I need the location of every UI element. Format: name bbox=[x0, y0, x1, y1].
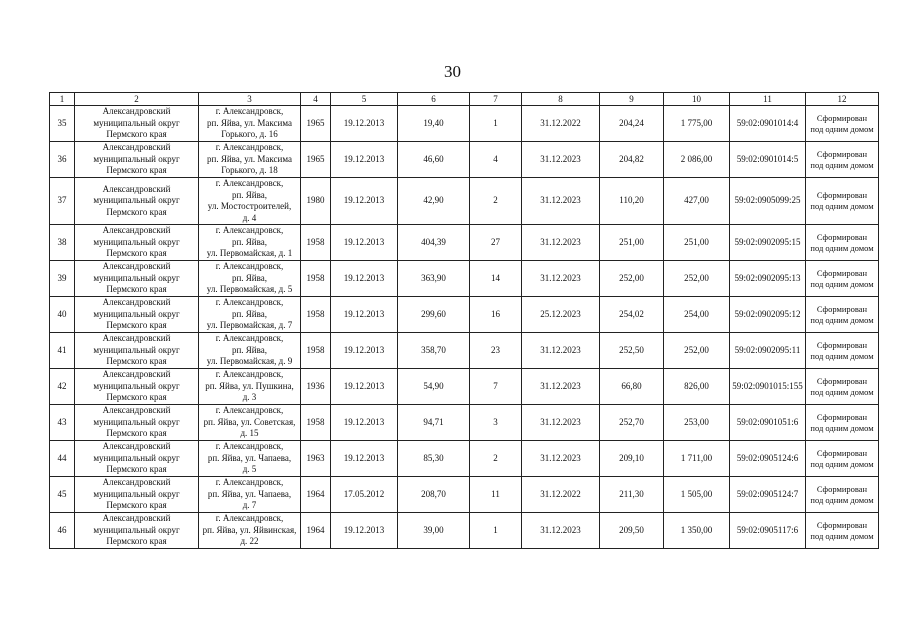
address-cell bbox=[199, 106, 301, 142]
column-header-8: 8 bbox=[522, 93, 600, 106]
row-number-cell: 37 bbox=[50, 178, 75, 225]
area-cell: 299,60 bbox=[398, 297, 470, 333]
page-number: 30 bbox=[444, 62, 461, 81]
address-line: г. Александровск, bbox=[215, 477, 284, 488]
status-line: Сформирован bbox=[816, 303, 868, 314]
cadastral-number-cell: 59:02:0901015:155 bbox=[730, 369, 806, 405]
cadastral-number-cell: 59:02:0901014:5 bbox=[730, 142, 806, 178]
address-cell bbox=[199, 405, 301, 441]
municipality-line: Пермского края bbox=[106, 206, 167, 217]
value-9-cell: 252,50 bbox=[600, 333, 664, 369]
municipality-line: муниципальный округ bbox=[93, 344, 180, 355]
cadastral-number-cell: 59:02:0905124:6 bbox=[730, 441, 806, 477]
address-cell bbox=[199, 178, 301, 225]
address-line: рп. Яйва, bbox=[231, 344, 267, 355]
municipality-line: Александровский bbox=[102, 225, 171, 236]
end-date-cell: 31.12.2023 bbox=[522, 441, 600, 477]
date-cell: 19.12.2013 bbox=[331, 441, 398, 477]
year-cell: 1964 bbox=[301, 477, 331, 513]
count-cell: 4 bbox=[470, 142, 522, 178]
count-cell: 2 bbox=[470, 441, 522, 477]
area-cell: 358,70 bbox=[398, 333, 470, 369]
area-cell: 19,40 bbox=[398, 106, 470, 142]
municipality-line: муниципальный округ bbox=[93, 117, 180, 128]
cadastral-number-cell: 59:02:0902095:15 bbox=[730, 225, 806, 261]
municipality-cell bbox=[75, 297, 199, 333]
year-cell: 1963 bbox=[301, 441, 331, 477]
value-9-cell: 254,02 bbox=[600, 297, 664, 333]
status-cell bbox=[806, 261, 879, 297]
address-line: ул. Первомайская, д. 5 bbox=[206, 284, 293, 295]
count-cell: 7 bbox=[470, 369, 522, 405]
area-cell: 85,30 bbox=[398, 441, 470, 477]
year-cell: 1958 bbox=[301, 333, 331, 369]
status-line: под одним домом bbox=[810, 458, 874, 469]
end-date-cell: 31.12.2023 bbox=[522, 369, 600, 405]
address-line: ул. Первомайская, д. 9 bbox=[206, 356, 293, 367]
municipality-line: Пермского края bbox=[106, 165, 167, 176]
count-cell: 3 bbox=[470, 405, 522, 441]
municipality-line: муниципальный округ bbox=[93, 195, 180, 206]
status-cell bbox=[806, 369, 879, 405]
municipality-line: муниципальный округ bbox=[93, 308, 180, 319]
year-cell: 1965 bbox=[301, 142, 331, 178]
table-row bbox=[50, 225, 879, 261]
status-line: под одним домом bbox=[810, 201, 874, 211]
municipality-line: Александровский bbox=[102, 513, 171, 524]
date-cell: 19.12.2013 bbox=[331, 369, 398, 405]
housing-table bbox=[49, 92, 879, 549]
column-header-7: 7 bbox=[470, 93, 522, 106]
status-line: Сформирован bbox=[816, 447, 868, 458]
municipality-line: муниципальный округ bbox=[93, 380, 180, 391]
date-cell: 19.12.2013 bbox=[331, 513, 398, 549]
value-9-cell: 110,20 bbox=[600, 178, 664, 225]
status-line: Сформирован bbox=[816, 267, 868, 278]
address-line: г. Александровск, bbox=[215, 225, 284, 236]
column-header-5: 5 bbox=[331, 93, 398, 106]
value-9-cell: 66,80 bbox=[600, 369, 664, 405]
count-cell: 14 bbox=[470, 261, 522, 297]
address-line: г. Александровск, bbox=[215, 297, 284, 308]
column-header-4: 4 bbox=[301, 93, 331, 106]
end-date-cell: 31.12.2023 bbox=[522, 142, 600, 178]
address-cell bbox=[199, 142, 301, 178]
status-cell bbox=[806, 142, 879, 178]
municipality-line: Пермского края bbox=[106, 129, 167, 140]
cadastral-number-cell: 59:02:0902095:12 bbox=[730, 297, 806, 333]
value-10-cell: 2 086,00 bbox=[664, 142, 730, 178]
address-line: рп. Яйва, bbox=[231, 308, 267, 319]
year-cell: 1958 bbox=[301, 297, 331, 333]
address-line: г. Александровск, bbox=[215, 369, 284, 380]
status-line: под одним домом bbox=[810, 530, 874, 541]
area-cell: 54,90 bbox=[398, 369, 470, 405]
value-9-cell: 209,50 bbox=[600, 513, 664, 549]
year-cell: 1964 bbox=[301, 513, 331, 549]
status-cell bbox=[806, 178, 879, 225]
value-10-cell: 826,00 bbox=[664, 369, 730, 405]
end-date-cell: 31.12.2022 bbox=[522, 106, 600, 142]
date-cell: 19.12.2013 bbox=[331, 333, 398, 369]
address-cell bbox=[199, 513, 301, 549]
address-line: г. Александровск, bbox=[215, 441, 284, 452]
address-cell bbox=[199, 333, 301, 369]
cadastral-number-cell: 59:02:0901051:6 bbox=[730, 405, 806, 441]
date-cell: 17.05.2012 bbox=[331, 477, 398, 513]
value-10-cell: 1 711,00 bbox=[664, 441, 730, 477]
table-body bbox=[50, 106, 879, 549]
value-9-cell: 204,24 bbox=[600, 106, 664, 142]
row-number-cell: 40 bbox=[50, 297, 75, 333]
count-cell: 16 bbox=[470, 297, 522, 333]
cadastral-number-cell: 59:02:0905124:7 bbox=[730, 477, 806, 513]
date-cell: 19.12.2013 bbox=[331, 261, 398, 297]
status-line: под одним домом bbox=[810, 123, 874, 134]
status-line: Сформирован bbox=[816, 148, 868, 159]
end-date-cell: 31.12.2023 bbox=[522, 405, 600, 441]
area-cell: 42,90 bbox=[398, 178, 470, 225]
value-10-cell: 1 505,00 bbox=[664, 477, 730, 513]
cadastral-number-cell: 59:02:0901014:4 bbox=[730, 106, 806, 142]
status-line: Сформирован bbox=[816, 483, 868, 494]
address-line: рп. Яйва, ул. Максима bbox=[207, 117, 292, 128]
address-line: рп. Яйва, ул. Чапаева, bbox=[207, 452, 292, 463]
area-cell: 363,90 bbox=[398, 261, 470, 297]
municipality-cell bbox=[75, 477, 199, 513]
table-header bbox=[50, 93, 879, 106]
address-line: рп. Яйва, ул. Максима bbox=[207, 153, 292, 164]
column-header-12: 12 bbox=[806, 93, 879, 106]
municipality-line: Александровский bbox=[102, 106, 171, 117]
address-line: рп. Яйва, ул. Чапаева, bbox=[207, 488, 292, 499]
table-row bbox=[50, 441, 879, 477]
municipality-line: муниципальный округ bbox=[93, 488, 180, 499]
table-row bbox=[50, 477, 879, 513]
status-line: Сформирован bbox=[816, 339, 868, 350]
municipality-line: Александровский bbox=[102, 333, 171, 344]
municipality-line: Пермского края bbox=[106, 320, 167, 331]
status-line: Сформирован bbox=[816, 375, 868, 386]
municipality-cell bbox=[75, 178, 199, 225]
address-line: рп. Яйва, ул. Яйвинская, bbox=[202, 524, 297, 535]
table-row bbox=[50, 106, 879, 142]
address-line: д. 5 bbox=[242, 464, 257, 475]
date-cell: 19.12.2013 bbox=[331, 297, 398, 333]
address-cell bbox=[199, 297, 301, 333]
area-cell: 208,70 bbox=[398, 477, 470, 513]
address-line: д. 15 bbox=[240, 428, 259, 439]
cadastral-number-cell: 59:02:0905117:6 bbox=[730, 513, 806, 549]
status-line: под одним домом bbox=[810, 278, 874, 289]
municipality-line: Пермского края bbox=[106, 536, 167, 547]
row-number-cell: 41 bbox=[50, 333, 75, 369]
housing-table-container bbox=[49, 92, 878, 549]
municipality-cell bbox=[75, 441, 199, 477]
area-cell: 94,71 bbox=[398, 405, 470, 441]
end-date-cell: 31.12.2023 bbox=[522, 261, 600, 297]
address-line: д. 4 bbox=[242, 212, 257, 223]
municipality-line: Пермского края bbox=[106, 248, 167, 259]
end-date-cell: 31.12.2023 bbox=[522, 225, 600, 261]
row-number-cell: 39 bbox=[50, 261, 75, 297]
address-line: г. Александровск, bbox=[215, 405, 284, 416]
address-line: рп. Яйва, bbox=[231, 272, 267, 283]
value-10-cell: 1 775,00 bbox=[664, 106, 730, 142]
end-date-cell: 31.12.2023 bbox=[522, 513, 600, 549]
date-cell: 19.12.2013 bbox=[331, 106, 398, 142]
address-cell bbox=[199, 441, 301, 477]
year-cell: 1958 bbox=[301, 405, 331, 441]
year-cell: 1936 bbox=[301, 369, 331, 405]
status-line: Сформирован bbox=[816, 112, 868, 123]
address-line: рп. Яйва, bbox=[231, 236, 267, 247]
status-line: Сформирован bbox=[816, 190, 868, 200]
status-line: под одним домом bbox=[810, 350, 874, 361]
value-10-cell: 253,00 bbox=[664, 405, 730, 441]
value-9-cell: 204,82 bbox=[600, 142, 664, 178]
count-cell: 1 bbox=[470, 106, 522, 142]
status-line: под одним домом bbox=[810, 159, 874, 170]
status-line: под одним домом bbox=[810, 314, 874, 325]
status-line: Сформирован bbox=[816, 411, 868, 422]
table-row bbox=[50, 142, 879, 178]
row-number-cell: 42 bbox=[50, 369, 75, 405]
status-line: под одним домом bbox=[810, 386, 874, 397]
value-10-cell: 254,00 bbox=[664, 297, 730, 333]
date-cell: 19.12.2013 bbox=[331, 405, 398, 441]
address-line: г. Александровск, bbox=[215, 178, 284, 188]
date-cell: 19.12.2013 bbox=[331, 142, 398, 178]
status-cell bbox=[806, 513, 879, 549]
year-cell: 1958 bbox=[301, 261, 331, 297]
address-line: г. Александровск, bbox=[215, 513, 284, 524]
address-cell bbox=[199, 225, 301, 261]
status-line: Сформирован bbox=[816, 231, 868, 242]
address-line: г. Александровск, bbox=[215, 142, 284, 153]
address-line: г. Александровск, bbox=[215, 106, 284, 117]
address-line: д. 3 bbox=[242, 392, 257, 403]
municipality-line: Александровский bbox=[102, 477, 171, 488]
area-cell: 404,39 bbox=[398, 225, 470, 261]
column-header-9: 9 bbox=[600, 93, 664, 106]
row-number-cell: 43 bbox=[50, 405, 75, 441]
municipality-cell bbox=[75, 405, 199, 441]
address-cell bbox=[199, 369, 301, 405]
column-header-6: 6 bbox=[398, 93, 470, 106]
municipality-line: Александровский bbox=[102, 405, 171, 416]
address-line: ул. Первомайская, д. 7 bbox=[206, 320, 293, 331]
address-line: д. 22 bbox=[240, 536, 259, 547]
column-header-3: 3 bbox=[199, 93, 301, 106]
municipality-line: Пермского края bbox=[106, 500, 167, 511]
municipality-line: муниципальный округ bbox=[93, 416, 180, 427]
value-10-cell: 427,00 bbox=[664, 178, 730, 225]
count-cell: 11 bbox=[470, 477, 522, 513]
value-9-cell: 251,00 bbox=[600, 225, 664, 261]
row-number-cell: 38 bbox=[50, 225, 75, 261]
value-10-cell: 252,00 bbox=[664, 333, 730, 369]
status-line: Сформирован bbox=[816, 519, 868, 530]
address-line: рп. Яйва, bbox=[231, 189, 267, 200]
address-line: рп. Яйва, ул. Советская, bbox=[203, 416, 296, 427]
table-row bbox=[50, 297, 879, 333]
end-date-cell: 25.12.2023 bbox=[522, 297, 600, 333]
row-number-cell: 44 bbox=[50, 441, 75, 477]
cadastral-number-cell: 59:02:0902095:11 bbox=[730, 333, 806, 369]
municipality-line: Александровский bbox=[102, 369, 171, 380]
value-10-cell: 251,00 bbox=[664, 225, 730, 261]
count-cell: 1 bbox=[470, 513, 522, 549]
status-cell bbox=[806, 225, 879, 261]
column-header-11: 11 bbox=[730, 93, 806, 106]
address-line: рп. Яйва, ул. Пушкина, bbox=[205, 380, 294, 391]
municipality-line: муниципальный округ bbox=[93, 272, 180, 283]
municipality-line: муниципальный округ bbox=[93, 153, 180, 164]
municipality-line: Александровский bbox=[102, 297, 171, 308]
status-line: под одним домом bbox=[810, 494, 874, 505]
address-line: ул. Мостостроителей, bbox=[207, 201, 292, 211]
row-number-cell: 45 bbox=[50, 477, 75, 513]
municipality-line: Александровский bbox=[102, 142, 171, 153]
municipality-line: Пермского края bbox=[106, 284, 167, 295]
municipality-cell bbox=[75, 369, 199, 405]
municipality-cell bbox=[75, 142, 199, 178]
address-cell bbox=[199, 261, 301, 297]
column-header-10: 10 bbox=[664, 93, 730, 106]
municipality-cell bbox=[75, 106, 199, 142]
status-line: под одним домом bbox=[810, 422, 874, 433]
address-line: д. 7 bbox=[242, 500, 257, 511]
value-9-cell: 209,10 bbox=[600, 441, 664, 477]
cadastral-number-cell: 59:02:0905099:25 bbox=[730, 178, 806, 225]
address-line: ул. Первомайская, д. 1 bbox=[206, 248, 293, 259]
table-row bbox=[50, 513, 879, 549]
year-cell: 1965 bbox=[301, 106, 331, 142]
table-row bbox=[50, 405, 879, 441]
table-row bbox=[50, 369, 879, 405]
year-cell: 1980 bbox=[301, 178, 331, 225]
cadastral-number-cell: 59:02:0902095:13 bbox=[730, 261, 806, 297]
municipality-line: Александровский bbox=[102, 183, 171, 194]
status-cell bbox=[806, 106, 879, 142]
status-cell bbox=[806, 405, 879, 441]
municipality-line: Александровский bbox=[102, 261, 171, 272]
table-row bbox=[50, 261, 879, 297]
status-cell bbox=[806, 441, 879, 477]
value-10-cell: 1 350,00 bbox=[664, 513, 730, 549]
address-line: Горького, д. 16 bbox=[221, 129, 278, 140]
municipality-line: муниципальный округ bbox=[93, 452, 180, 463]
municipality-cell bbox=[75, 333, 199, 369]
municipality-cell bbox=[75, 261, 199, 297]
municipality-line: Пермского края bbox=[106, 392, 167, 403]
value-9-cell: 211,30 bbox=[600, 477, 664, 513]
count-cell: 27 bbox=[470, 225, 522, 261]
address-line: г. Александровск, bbox=[215, 333, 284, 344]
municipality-line: Пермского края bbox=[106, 464, 167, 475]
date-cell: 19.12.2013 bbox=[331, 225, 398, 261]
address-line: г. Александровск, bbox=[215, 261, 284, 272]
table-row bbox=[50, 333, 879, 369]
count-cell: 23 bbox=[470, 333, 522, 369]
end-date-cell: 31.12.2023 bbox=[522, 333, 600, 369]
municipality-line: Александровский bbox=[102, 441, 171, 452]
column-header-1: 1 bbox=[50, 93, 75, 106]
status-cell bbox=[806, 333, 879, 369]
end-date-cell: 31.12.2023 bbox=[522, 178, 600, 225]
municipality-cell bbox=[75, 225, 199, 261]
municipality-line: муниципальный округ bbox=[93, 524, 180, 535]
status-line: под одним домом bbox=[810, 242, 874, 253]
municipality-line: Пермского края bbox=[106, 428, 167, 439]
value-9-cell: 252,70 bbox=[600, 405, 664, 441]
end-date-cell: 31.12.2022 bbox=[522, 477, 600, 513]
date-cell: 19.12.2013 bbox=[331, 178, 398, 225]
municipality-line: муниципальный округ bbox=[93, 236, 180, 247]
area-cell: 39,00 bbox=[398, 513, 470, 549]
row-number-cell: 35 bbox=[50, 106, 75, 142]
municipality-line: Пермского края bbox=[106, 356, 167, 367]
table-row bbox=[50, 178, 879, 225]
row-number-cell: 36 bbox=[50, 142, 75, 178]
value-10-cell: 252,00 bbox=[664, 261, 730, 297]
header-row bbox=[50, 93, 879, 106]
row-number-cell: 46 bbox=[50, 513, 75, 549]
municipality-cell bbox=[75, 513, 199, 549]
area-cell: 46,60 bbox=[398, 142, 470, 178]
count-cell: 2 bbox=[470, 178, 522, 225]
column-header-2: 2 bbox=[75, 93, 199, 106]
status-cell bbox=[806, 297, 879, 333]
address-line: Горького, д. 18 bbox=[221, 165, 278, 176]
year-cell: 1958 bbox=[301, 225, 331, 261]
status-cell bbox=[806, 477, 879, 513]
address-cell bbox=[199, 477, 301, 513]
value-9-cell: 252,00 bbox=[600, 261, 664, 297]
